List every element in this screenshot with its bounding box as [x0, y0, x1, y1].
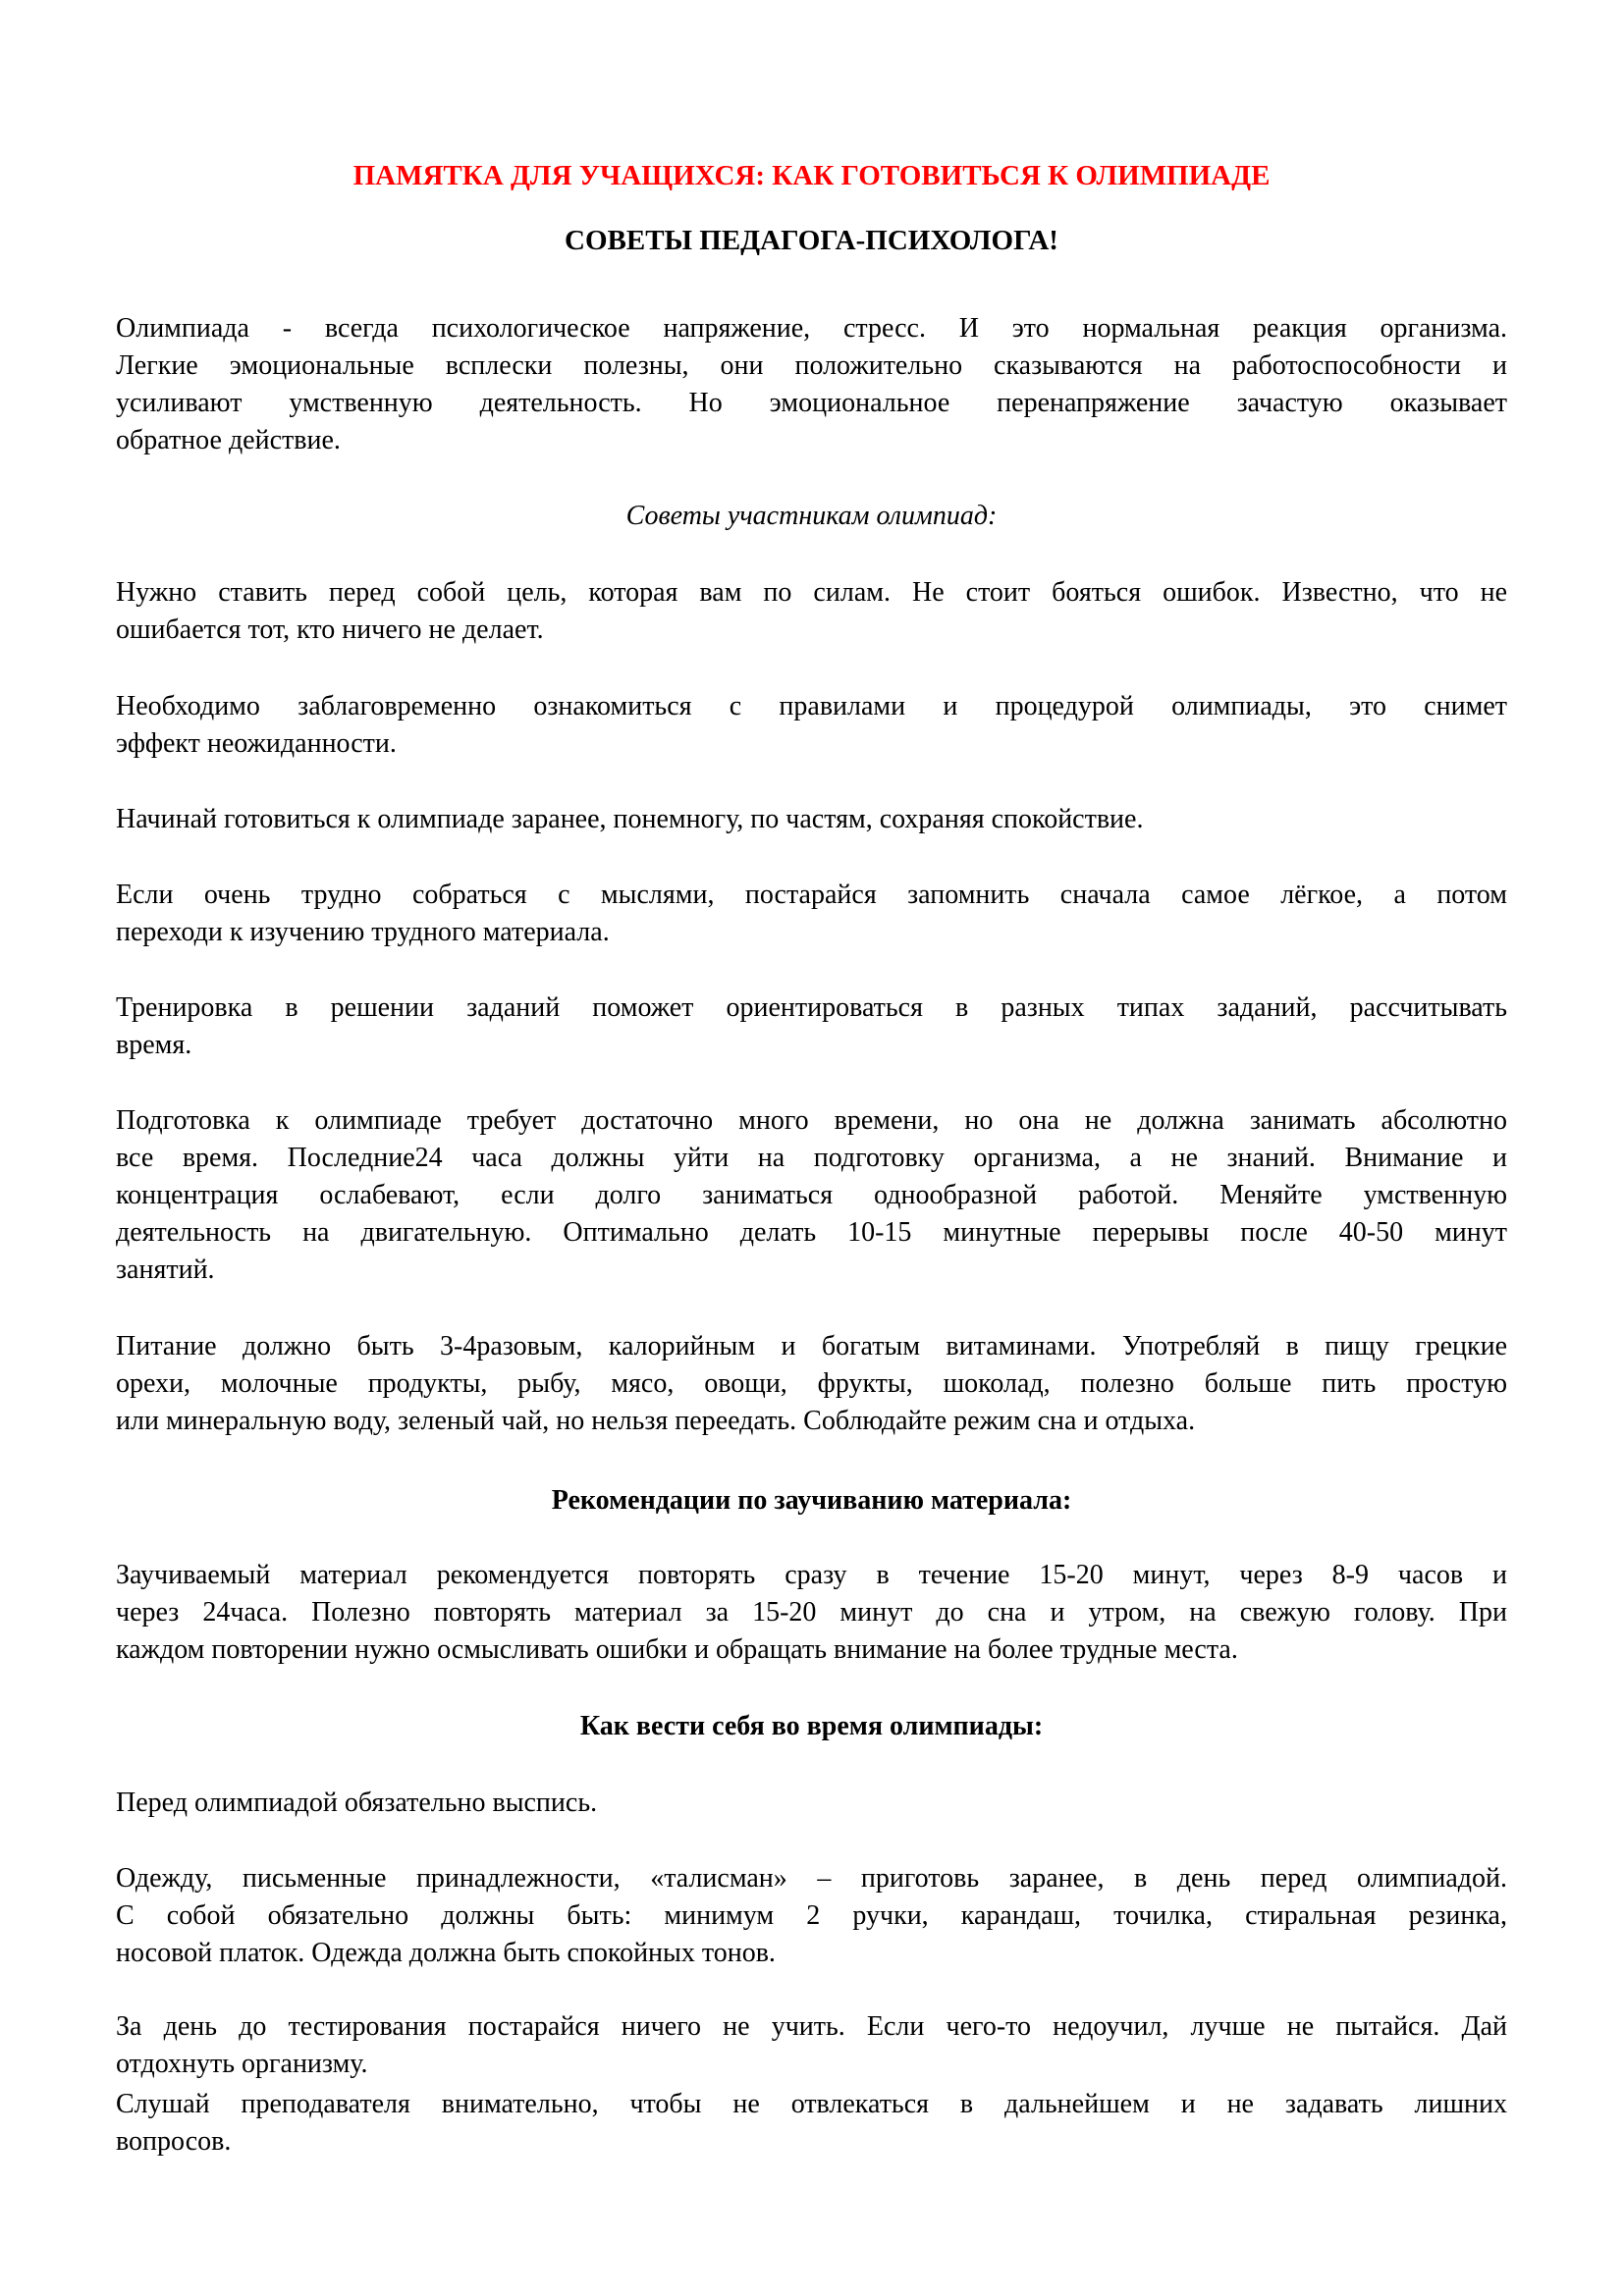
paragraph-line: или минеральную воду, зеленый чай, но нельзя переедать. Соблюдайте режим сна и отдыха. [116, 1406, 1196, 1436]
intro-paragraph [116, 310, 1507, 459]
paragraph-line: концентрация ослабевают, если долго заниматься однообразной работой. Меняйте умственную [116, 1180, 1507, 1210]
paragraph-line: отдохнуть организму. [116, 2049, 368, 2079]
paragraph-line: Если очень трудно собраться с мыслями, постарайся запомнить сначала самое лёгкое, а потом [116, 880, 1507, 910]
paragraph-line: Заучиваемый материал рекомендуется повторять сразу в течение 15-20 минут, через 8-9 часов и [116, 1560, 1507, 1590]
paragraph-line: Нужно ставить перед собой цель, которая вам по силам. Не стоит бояться ошибок. Известно, что не [116, 577, 1507, 608]
paragraph-line: Тренировка в решении заданий поможет ориентироваться в разных типах заданий, рассчитывать [116, 992, 1507, 1023]
paragraph-line: каждом повторении нужно осмысливать ошибки и обращать внимание на более трудные места. [116, 1634, 1238, 1665]
paragraph-line: Необходимо заблаговременно ознакомиться с правилами и процедурой олимпиады, это снимет [116, 691, 1507, 721]
tip-paragraph [116, 1102, 1507, 1289]
tip-paragraph [116, 801, 1507, 838]
behavior-paragraph [116, 1785, 1507, 1822]
behavior-paragraph [116, 2008, 1507, 2083]
behavior-paragraph [116, 1860, 1507, 1972]
paragraph-line: носовой платок. Одежда должна быть спокойных тонов. [116, 1938, 776, 1968]
document-title: ПАМЯТКА ДЛЯ УЧАЩИХСЯ: КАК ГОТОВИТЬСЯ К ОЛИМПИАДЕ [352, 160, 1271, 191]
tip-paragraph [116, 1328, 1507, 1440]
memorization-paragraph [116, 1557, 1507, 1669]
behavior-heading: Как вести себя во время олимпиады: [579, 1711, 1044, 1741]
paragraph-line: время. [116, 1030, 192, 1060]
paragraph-line: С собой обязательно должны быть: минимум 2 ручки, карандаш, точилка, стиральная резинка, [116, 1900, 1507, 1931]
paragraph-line: переходи к изучению трудного материала. [116, 917, 610, 947]
memorization-heading: Рекомендации по заучиванию материала: [551, 1485, 1072, 1516]
paragraph-line: усиливают умственную деятельность. Но эмоциональное перенапряжение зачастую оказывает [116, 388, 1507, 418]
paragraph-line: обратное действие. [116, 425, 341, 455]
paragraph-line: Легкие эмоциональные всплески полезны, они положительно сказываются на работоспособности и [116, 350, 1507, 381]
tip-paragraph [116, 688, 1507, 763]
paragraph-line: Питание должно быть 3-4разовым, калорийным и богатым витаминами. Употребляй в пищу грецкие [116, 1331, 1507, 1362]
paragraph-line: Начинай готовиться к олимпиаде заранее, понемногу, по частям, сохраняя спокойствие. [116, 804, 1144, 834]
paragraph-line: деятельность на двигательную. Оптимально делать 10-15 минутные перерывы после 40-50 минут [116, 1217, 1507, 1248]
tip-paragraph [116, 989, 1507, 1064]
paragraph-line: Слушай преподавателя внимательно, чтобы не отвлекаться в дальнейшем и не задавать лишних [116, 2089, 1507, 2119]
paragraph-line: эффект неожиданности. [116, 728, 397, 759]
paragraph-line: через 24часа. Полезно повторять материал за 15-20 минут до сна и утром, на свежую голову. При [116, 1597, 1507, 1628]
behavior-paragraph [116, 2086, 1507, 2161]
paragraph-line: вопросов. [116, 2126, 232, 2157]
paragraph-line: орехи, молочные продукты, рыбу, мясо, овощи, фрукты, шоколад, полезно больше пить простую [116, 1368, 1507, 1399]
paragraph-line: Перед олимпиадой обязательно выспись. [116, 1788, 598, 1818]
paragraph-line: все время. Последние24 часа должны уйти на подготовку организма, а не знаний. Внимание и [116, 1143, 1507, 1173]
paragraph-line: Одежду, письменные принадлежности, «талисман» – приготовь заранее, в день перед олимпиадой. [116, 1863, 1507, 1894]
paragraph-line: занятий. [116, 1255, 215, 1285]
tip-paragraph [116, 574, 1507, 649]
paragraph-line: Олимпиада - всегда психологическое напряжение, стресс. И это нормальная реакция организма. [116, 313, 1507, 344]
tip-paragraph [116, 877, 1507, 951]
paragraph-line: ошибается тот, кто ничего не делает. [116, 614, 544, 645]
tips-heading: Советы участникам олимпиад: [625, 501, 998, 531]
paragraph-line: За день до тестирования постарайся ничего не учить. Если чего-то недоучил, лучше не пытайся. Дай [116, 2011, 1507, 2042]
document-subtitle: СОВЕТЫ ПЕДАГОГА-ПСИХОЛОГА! [565, 225, 1058, 256]
paragraph-line: Подготовка к олимпиаде требует достаточно много времени, но она не должна занимать абсолютно [116, 1105, 1507, 1136]
